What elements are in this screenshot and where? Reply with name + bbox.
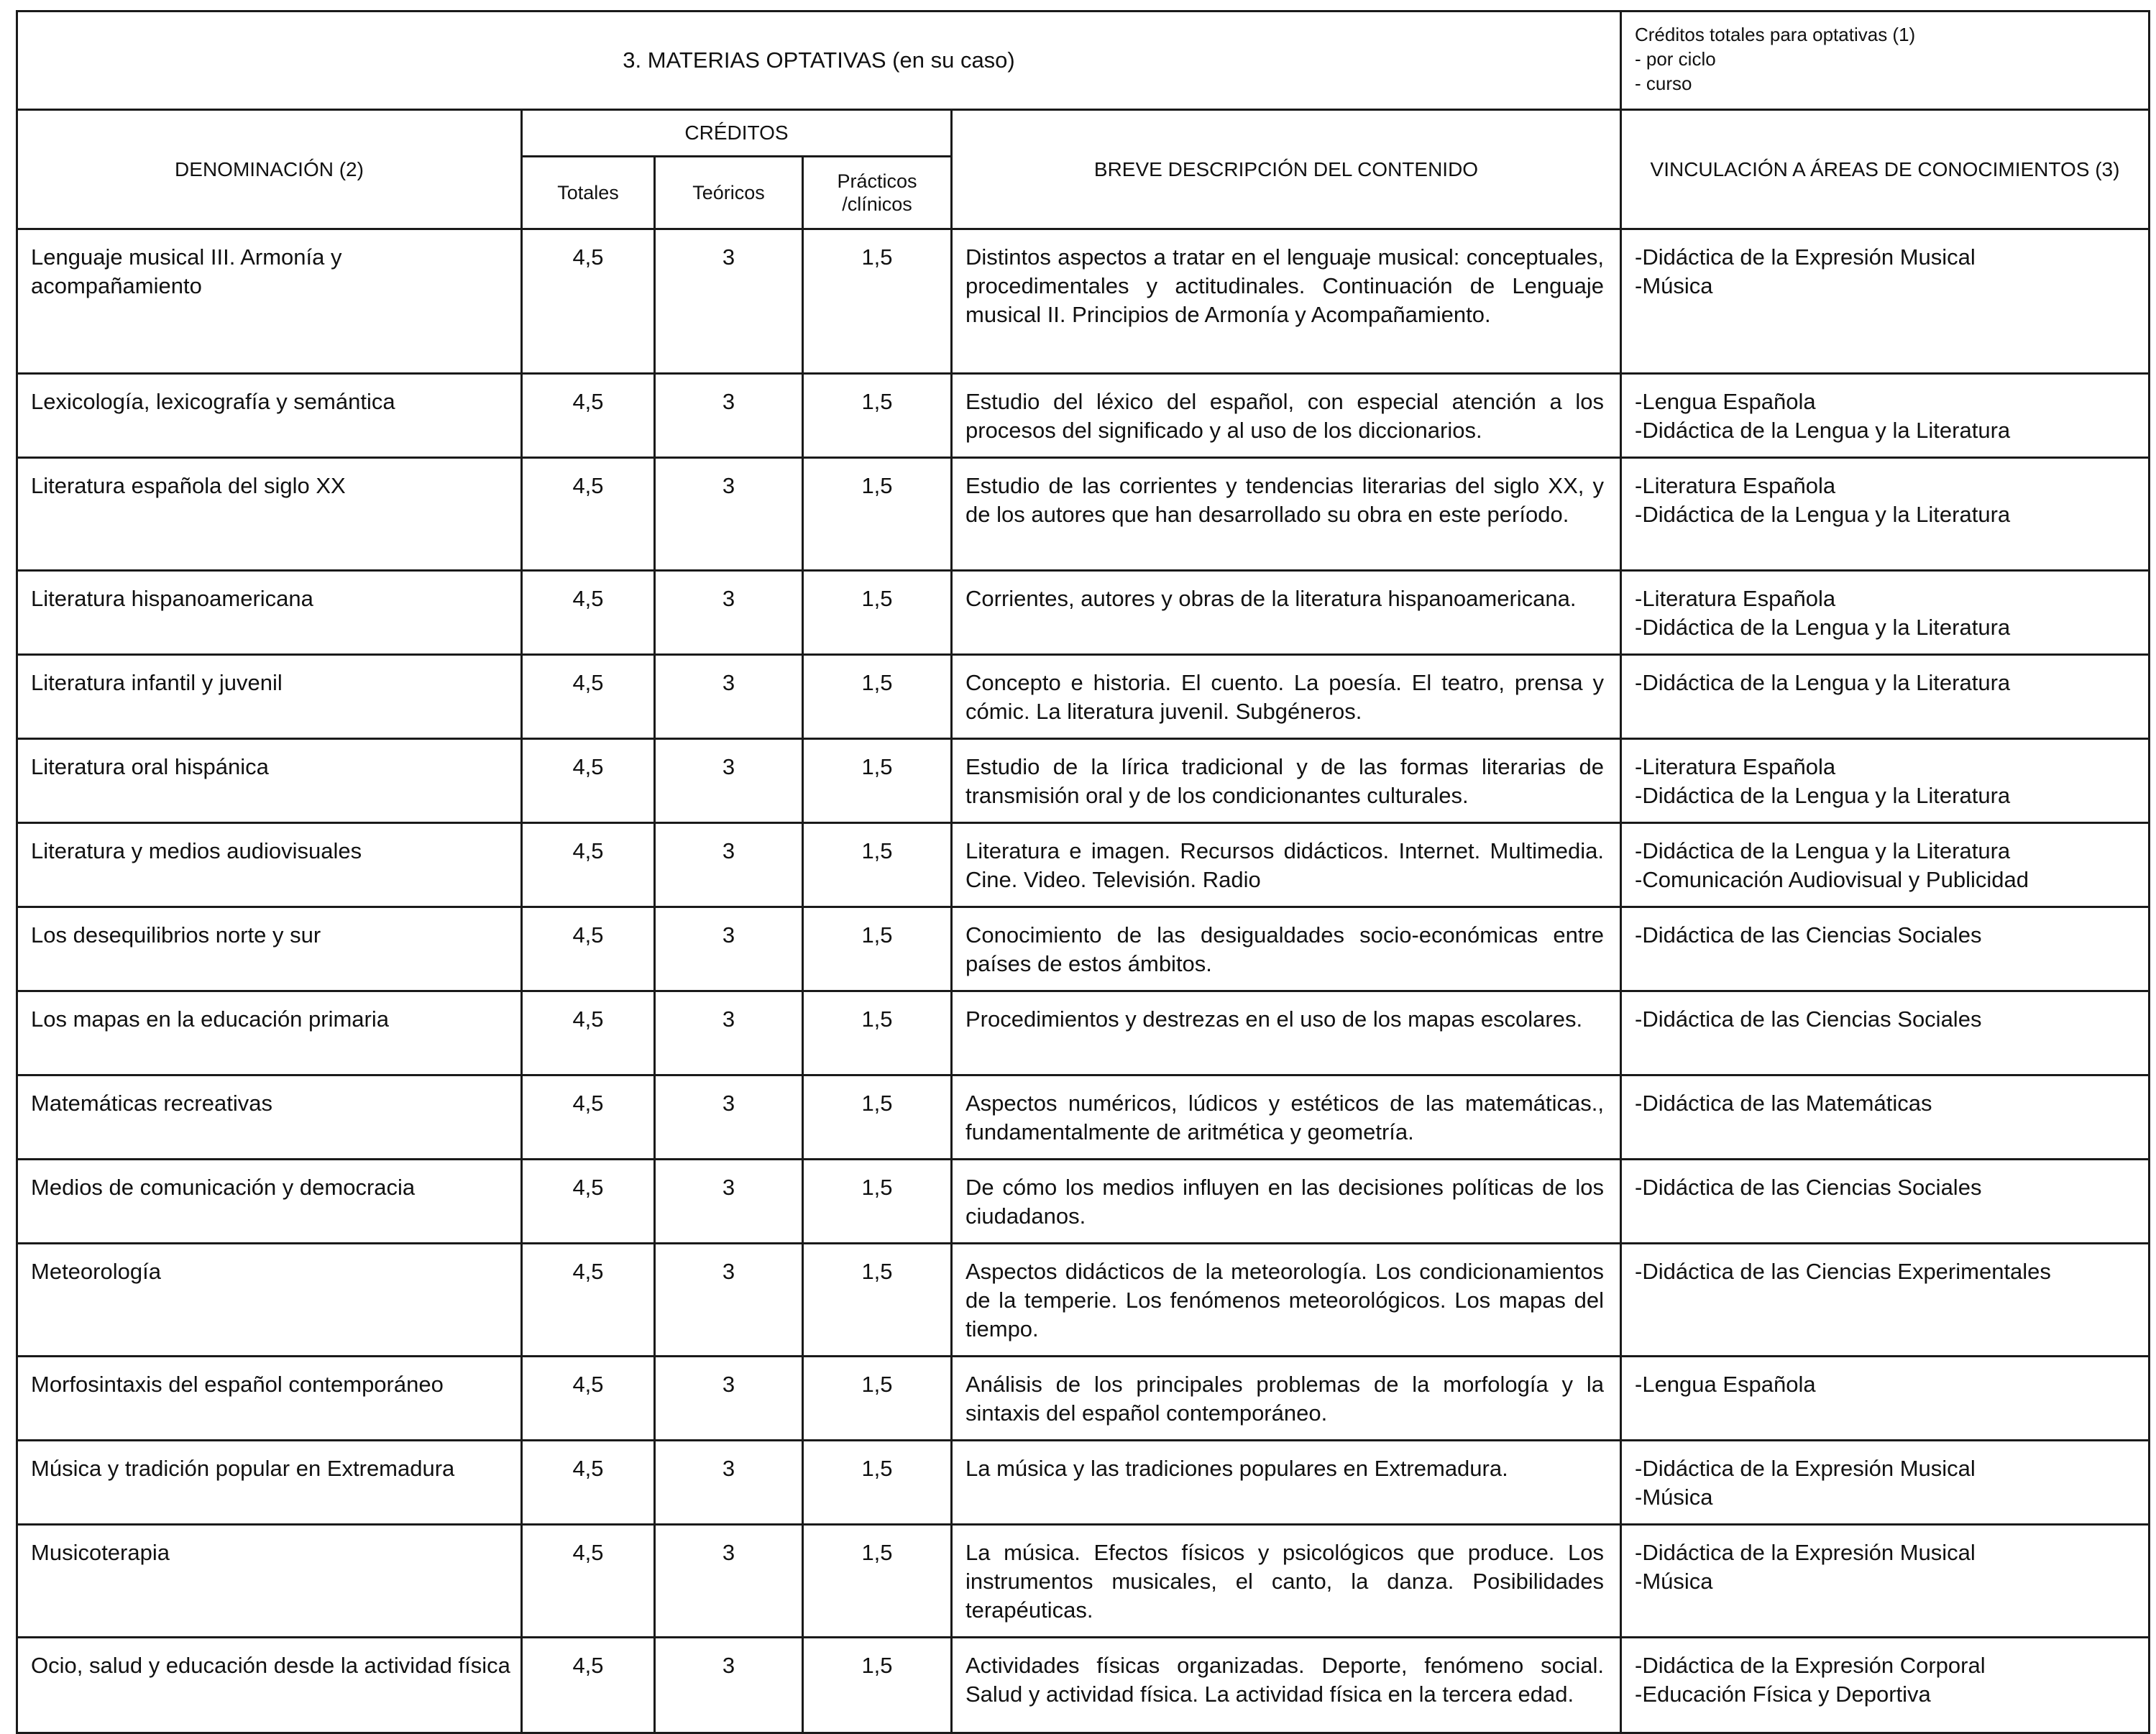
- knowledge-area-item: -Didáctica de la Lengua y la Literatura: [1635, 502, 2011, 527]
- knowledge-areas: [1621, 991, 2150, 1075]
- knowledge-area-item: -Lengua Española: [1635, 389, 1816, 414]
- header-denominacion: DENOMINACIÓN (2): [17, 110, 522, 229]
- credits-practicos: 1,5: [803, 458, 952, 571]
- knowledge-area-item: -Didáctica de la Expresión Musical: [1635, 1540, 1976, 1565]
- subject-name: Literatura infantil y juvenil: [17, 655, 522, 739]
- credits-practicos: 1,5: [803, 1525, 952, 1638]
- credits-totales: 4,5: [522, 1525, 655, 1638]
- content-description: De cómo los medios influyen en las decisiones políticas de los ciudadanos.: [952, 1160, 1621, 1244]
- credits-practicos: 1,5: [803, 1638, 952, 1733]
- knowledge-areas: [1621, 1638, 2150, 1733]
- credits-practicos: 1,5: [803, 1075, 952, 1160]
- table-row: [17, 458, 2150, 571]
- credits-practicos: 1,5: [803, 991, 952, 1075]
- credits-totales: 4,5: [522, 823, 655, 907]
- table-row: [17, 907, 2150, 991]
- content-description: Concepto e historia. El cuento. La poesía. El teatro, prensa y cómic. La literatura juvenil. Subgéneros.: [952, 655, 1621, 739]
- total-credits-box: [1621, 12, 2150, 110]
- knowledge-area-item: -Didáctica de la Lengua y la Literatura: [1635, 615, 2011, 640]
- credits-totales: 4,5: [522, 1244, 655, 1357]
- knowledge-areas: [1621, 823, 2150, 907]
- credits-teoricos: 3: [655, 1160, 803, 1244]
- credits-practicos: 1,5: [803, 1160, 952, 1244]
- credits-totales: 4,5: [522, 991, 655, 1075]
- credits-teoricos: 3: [655, 1357, 803, 1441]
- knowledge-area-item: -Didáctica de la Expresión Corporal: [1635, 1653, 1986, 1678]
- subject-name: Los desequilibrios norte y sur: [17, 907, 522, 991]
- credits-teoricos: 3: [655, 458, 803, 571]
- credits-teoricos: 3: [655, 1638, 803, 1733]
- credits-practicos: 1,5: [803, 907, 952, 991]
- credits-teoricos: 3: [655, 571, 803, 655]
- credits-practicos: 1,5: [803, 571, 952, 655]
- knowledge-area-item: -Música: [1635, 1485, 1713, 1510]
- content-description: Distintos aspectos a tratar en el lenguaje musical: conceptuales, procedimentales y actitudinales. Continuación de Lenguaje musical II. Principios de Armonía y Acompañamiento.: [952, 229, 1621, 374]
- knowledge-areas: [1621, 229, 2150, 374]
- subject-name: Literatura oral hispánica: [17, 739, 522, 823]
- content-description: Aspectos didácticos de la meteorología. Los condicionamientos de la temperie. Los fenómenos meteorológicos. Los mapas del tiempo.: [952, 1244, 1621, 1357]
- credits-totales: 4,5: [522, 374, 655, 458]
- content-description: Procedimientos y destrezas en el uso de los mapas escolares.: [952, 991, 1621, 1075]
- knowledge-areas: [1621, 739, 2150, 823]
- credits-totales: 4,5: [522, 458, 655, 571]
- knowledge-area-item: -Educación Física y Deportiva: [1635, 1682, 1931, 1707]
- credits-practicos: 1,5: [803, 374, 952, 458]
- subject-name: Literatura y medios audiovisuales: [17, 823, 522, 907]
- knowledge-areas: [1621, 1525, 2150, 1638]
- credits-practicos: 1,5: [803, 1244, 952, 1357]
- knowledge-area-item: -Didáctica de las Ciencias Sociales: [1635, 1175, 1982, 1200]
- credits-practicos: 1,5: [803, 823, 952, 907]
- subject-name: Meteorología: [17, 1244, 522, 1357]
- credits-teoricos: 3: [655, 374, 803, 458]
- table-row: [17, 1638, 2150, 1733]
- credits-teoricos: 3: [655, 1525, 803, 1638]
- content-description: La música y las tradiciones populares en Extremadura.: [952, 1441, 1621, 1525]
- per-course-line: - curso: [1635, 73, 1692, 94]
- credits-practicos: 1,5: [803, 739, 952, 823]
- content-description: Estudio del léxico del español, con especial atención a los procesos del significado y al uso de los diccionarios.: [952, 374, 1621, 458]
- subject-name: Literatura española del siglo XX: [17, 458, 522, 571]
- header-teoricos: Teóricos: [655, 157, 803, 229]
- knowledge-areas: [1621, 571, 2150, 655]
- per-cycle-line: - por ciclo: [1635, 48, 1716, 70]
- knowledge-areas: [1621, 374, 2150, 458]
- knowledge-areas: [1621, 1441, 2150, 1525]
- content-description: Análisis de los principales problemas de la morfología y la sintaxis del español contemporáneo.: [952, 1357, 1621, 1441]
- content-description: Literatura e imagen. Recursos didácticos. Internet. Multimedia. Cine. Video. Televisión. Radio: [952, 823, 1621, 907]
- credits-totales: 4,5: [522, 907, 655, 991]
- table-row: [17, 1160, 2150, 1244]
- knowledge-areas: [1621, 458, 2150, 571]
- credits-teoricos: 3: [655, 1441, 803, 1525]
- credits-practicos: 1,5: [803, 229, 952, 374]
- optional-subjects-table: [16, 10, 2150, 1734]
- credits-totales: 4,5: [522, 229, 655, 374]
- knowledge-area-item: -Didáctica de la Expresión Musical: [1635, 1456, 1976, 1481]
- table-row: [17, 1357, 2150, 1441]
- section-title: 3. MATERIAS OPTATIVAS (en su caso): [17, 12, 1621, 110]
- table-row: [17, 1441, 2150, 1525]
- subject-name: Matemáticas recreativas: [17, 1075, 522, 1160]
- credits-teoricos: 3: [655, 1244, 803, 1357]
- content-description: Aspectos numéricos, lúdicos y estéticos de las matemáticas., fundamentalmente de aritmética y geometría.: [952, 1075, 1621, 1160]
- credits-practicos: 1,5: [803, 1441, 952, 1525]
- credits-totales: 4,5: [522, 571, 655, 655]
- knowledge-area-item: -Literatura Española: [1635, 473, 1836, 498]
- table-row: [17, 571, 2150, 655]
- knowledge-area-item: -Didáctica de las Ciencias Sociales: [1635, 1006, 1982, 1032]
- table-row: [17, 1525, 2150, 1638]
- credits-teoricos: 3: [655, 229, 803, 374]
- knowledge-area-item: -Lengua Española: [1635, 1372, 1816, 1397]
- credits-totales: 4,5: [522, 1357, 655, 1441]
- credits-totales: 4,5: [522, 1638, 655, 1733]
- credits-totales: 4,5: [522, 1075, 655, 1160]
- credits-teoricos: 3: [655, 907, 803, 991]
- knowledge-area-item: -Didáctica de la Lengua y la Literatura: [1635, 418, 2011, 443]
- subject-name: Los mapas en la educación primaria: [17, 991, 522, 1075]
- table-row: [17, 823, 2150, 907]
- credits-teoricos: 3: [655, 991, 803, 1075]
- credits-totales: 4,5: [522, 1441, 655, 1525]
- knowledge-area-item: -Didáctica de las Matemáticas: [1635, 1091, 1932, 1116]
- knowledge-area-item: -Comunicación Audiovisual y Publicidad: [1635, 867, 2029, 892]
- knowledge-areas: [1621, 1357, 2150, 1441]
- content-description: Conocimiento de las desigualdades socio-económicas entre países de estos ámbitos.: [952, 907, 1621, 991]
- knowledge-area-item: -Didáctica de la Lengua y la Literatura: [1635, 783, 2011, 808]
- credits-teoricos: 3: [655, 1075, 803, 1160]
- subject-name: Lenguaje musical III. Armonía y acompañamiento: [17, 229, 522, 374]
- header-totales: Totales: [522, 157, 655, 229]
- header-vinculacion: VINCULACIÓN A ÁREAS DE CONOCIMIENTOS (3): [1621, 110, 2150, 229]
- total-credits-line: Créditos totales para optativas (1): [1635, 24, 1916, 45]
- knowledge-area-item: -Música: [1635, 1569, 1713, 1594]
- knowledge-area-item: -Música: [1635, 273, 1713, 298]
- subject-name: Ocio, salud y educación desde la actividad física: [17, 1638, 522, 1733]
- knowledge-areas: [1621, 1244, 2150, 1357]
- table-row: [17, 1244, 2150, 1357]
- knowledge-area-item: -Didáctica de la Lengua y la Literatura: [1635, 838, 2011, 863]
- subject-name: Morfosintaxis del español contemporáneo: [17, 1357, 522, 1441]
- credits-practicos: 1,5: [803, 655, 952, 739]
- content-description: La música. Efectos físicos y psicológicos que produce. Los instrumentos musicales, el canto, la danza. Posibilidades terapéuticas.: [952, 1525, 1621, 1638]
- subject-name: Música y tradición popular en Extremadura: [17, 1441, 522, 1525]
- credits-totales: 4,5: [522, 739, 655, 823]
- knowledge-area-item: -Didáctica de las Ciencias Sociales: [1635, 922, 1982, 948]
- knowledge-area-item: -Literatura Española: [1635, 754, 1836, 779]
- subject-name: Literatura hispanoamericana: [17, 571, 522, 655]
- knowledge-areas: [1621, 907, 2150, 991]
- credits-totales: 4,5: [522, 1160, 655, 1244]
- knowledge-areas: [1621, 655, 2150, 739]
- subject-name: Medios de comunicación y democracia: [17, 1160, 522, 1244]
- credits-practicos: 1,5: [803, 1357, 952, 1441]
- content-description: Estudio de las corrientes y tendencias literarias del siglo XX, y de los autores que han desarrollado su obra en este período.: [952, 458, 1621, 571]
- table-row: [17, 374, 2150, 458]
- header-descripcion: BREVE DESCRIPCIÓN DEL CONTENIDO: [952, 110, 1621, 229]
- table-row: [17, 991, 2150, 1075]
- credits-teoricos: 3: [655, 823, 803, 907]
- content-description: Corrientes, autores y obras de la literatura hispanoamericana.: [952, 571, 1621, 655]
- subject-name: Lexicología, lexicografía y semántica: [17, 374, 522, 458]
- credits-totales: 4,5: [522, 655, 655, 739]
- knowledge-area-item: -Didáctica de la Expresión Musical: [1635, 244, 1976, 270]
- table-row: [17, 1075, 2150, 1160]
- header-practicos: Prácticos /clínicos: [803, 157, 952, 229]
- knowledge-area-item: -Didáctica de las Ciencias Experimentales: [1635, 1259, 2051, 1284]
- table-row: [17, 655, 2150, 739]
- table-row: [17, 229, 2150, 374]
- credits-teoricos: 3: [655, 739, 803, 823]
- knowledge-area-item: -Literatura Española: [1635, 586, 1836, 611]
- knowledge-area-item: -Didáctica de la Lengua y la Literatura: [1635, 670, 2011, 695]
- knowledge-areas: [1621, 1075, 2150, 1160]
- document-page: [16, 10, 2148, 1734]
- subject-name: Musicoterapia: [17, 1525, 522, 1638]
- credits-teoricos: 3: [655, 655, 803, 739]
- table-row: [17, 739, 2150, 823]
- header-creditos: CRÉDITOS: [522, 110, 952, 157]
- knowledge-areas: [1621, 1160, 2150, 1244]
- content-description: Estudio de la lírica tradicional y de las formas literarias de transmisión oral y de los condicionantes culturales.: [952, 739, 1621, 823]
- content-description: Actividades físicas organizadas. Deporte, fenómeno social. Salud y actividad física. La actividad física en la tercera edad.: [952, 1638, 1621, 1733]
